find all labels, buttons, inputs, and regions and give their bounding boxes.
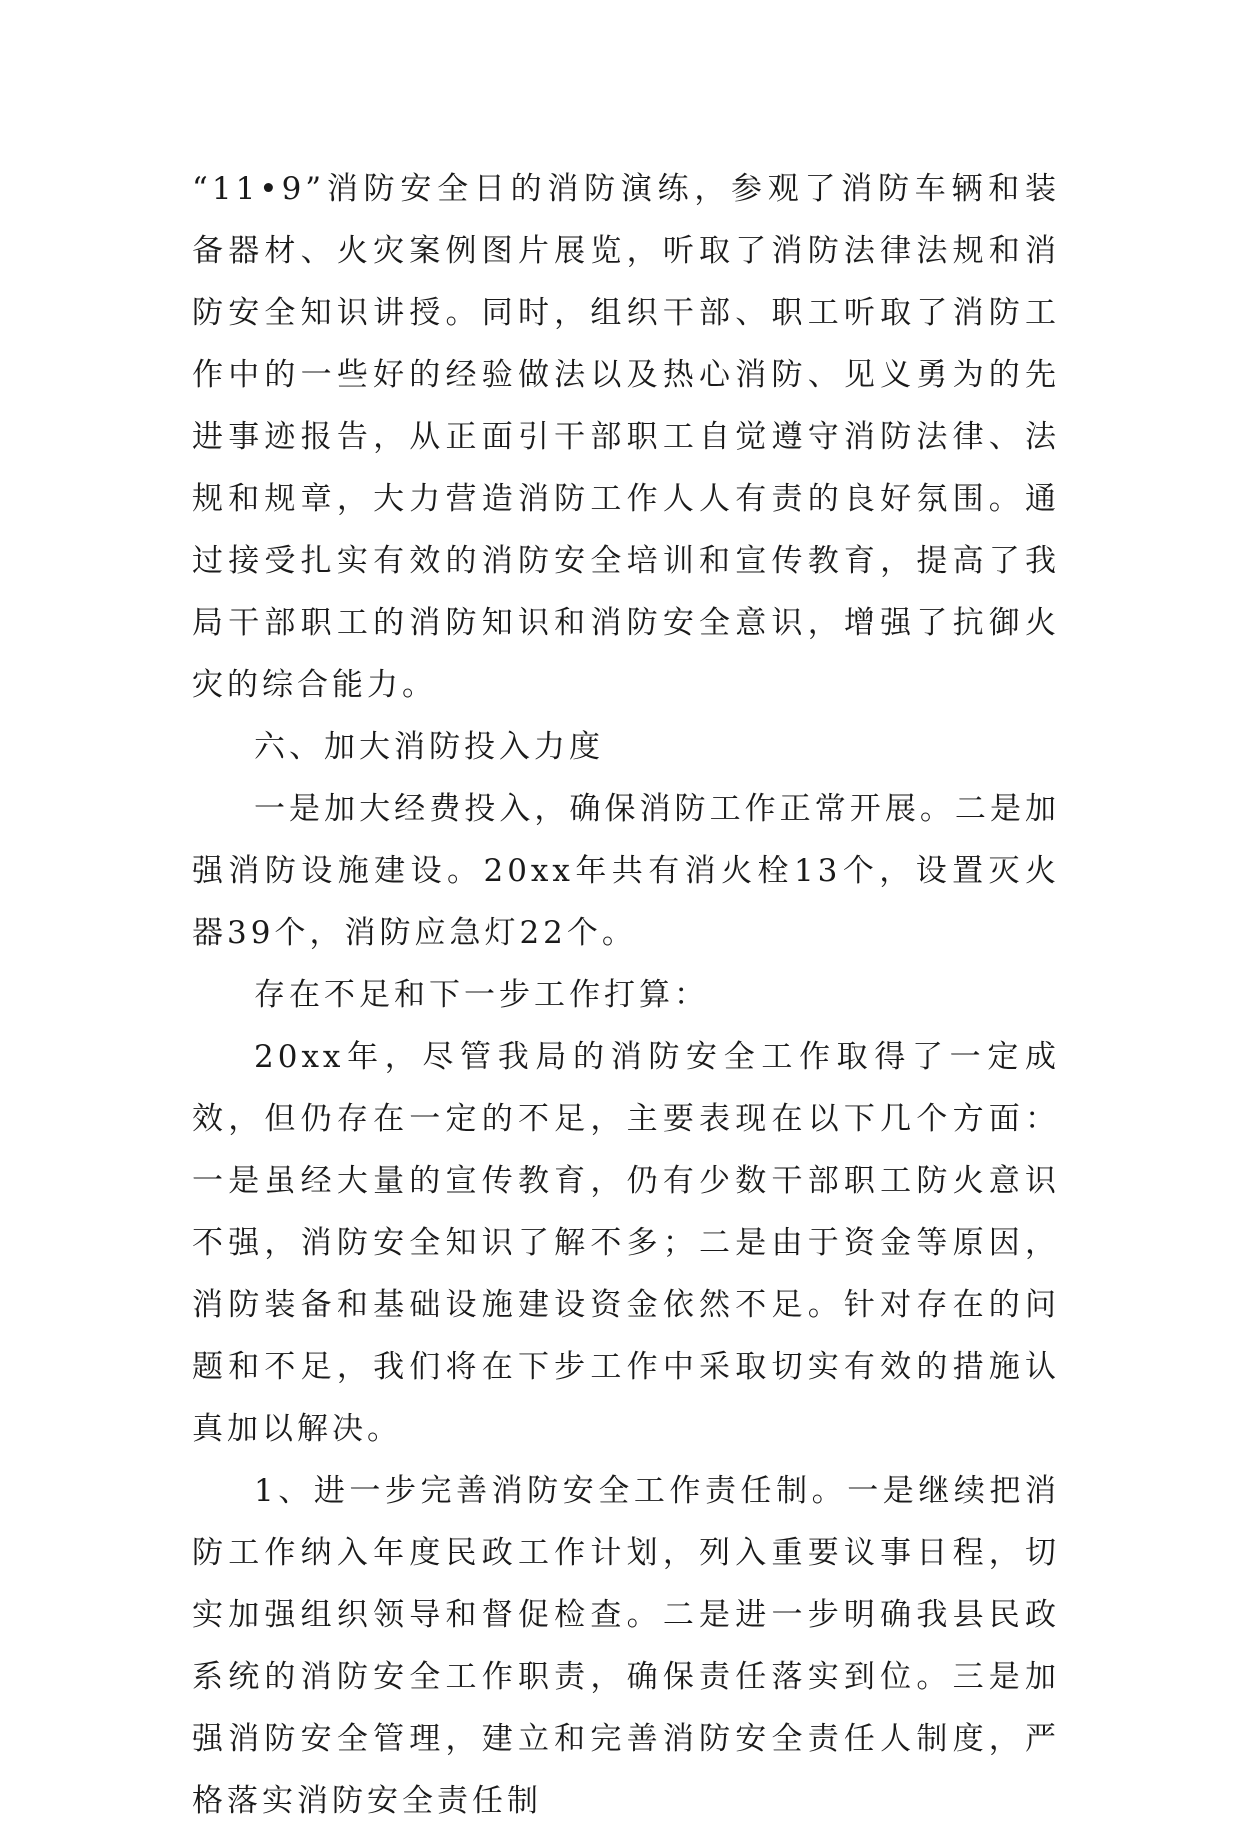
paragraph-investment: 一是加大经费投入，确保消防工作正常开展。二是加强消防设施建设。20xx年共有消火栓13个，设置灭火器39个，消防应急灯22个。 bbox=[192, 791, 1060, 951]
document-body bbox=[192, 158, 1060, 1832]
paragraph-shortcomings: 20xx年，尽管我局的消防安全工作取得了一定成效，但仍存在一定的不足，主要表现在以下几个方面：一是虽经大量的宣传教育，仍有少数干部职工防火意识不强，消防安全知识了解不多；二是由于资金等原因，消防装备和基础设施建设资金依然不足。针对存在的问题和不足，我们将在下步工作中采取切实有效的措施认真加以解决。 bbox=[192, 1039, 1060, 1447]
section-heading-investment: 六、加大消防投入力度 bbox=[254, 729, 604, 765]
paragraph-responsibility: 1、进一步完善消防安全工作责任制。一是继续把消防工作纳入年度民政工作计划，列入重要议事日程，切实加强组织领导和督促检查。二是进一步明确我县民政系统的消防安全工作职责，确保责任落实到位。三是加强消防安全管理，建立和完善消防安全责任人制度，严格落实消防安全责任制 bbox=[192, 1473, 1060, 1819]
section-heading-shortcomings: 存在不足和下一步工作打算： bbox=[254, 977, 709, 1013]
paragraph-drill-training: “11•9”消防安全日的消防演练，参观了消防车辆和装备器材、火灾案例图片展览，听取了消防法律法规和消防安全知识讲授。同时，组织干部、职工听取了消防工作中的一些好的经验做法以及热心消防、见义勇为的先进事迹报告，从正面引干部职工自觉遵守消防法律、法规和规章，大力营造消防工作人人有责的良好氛围。通过接受扎实有效的消防安全培训和宣传教育，提高了我局干部职工的消防知识和消防安全意识，增强了抗御火灾的综合能力。 bbox=[192, 171, 1060, 703]
